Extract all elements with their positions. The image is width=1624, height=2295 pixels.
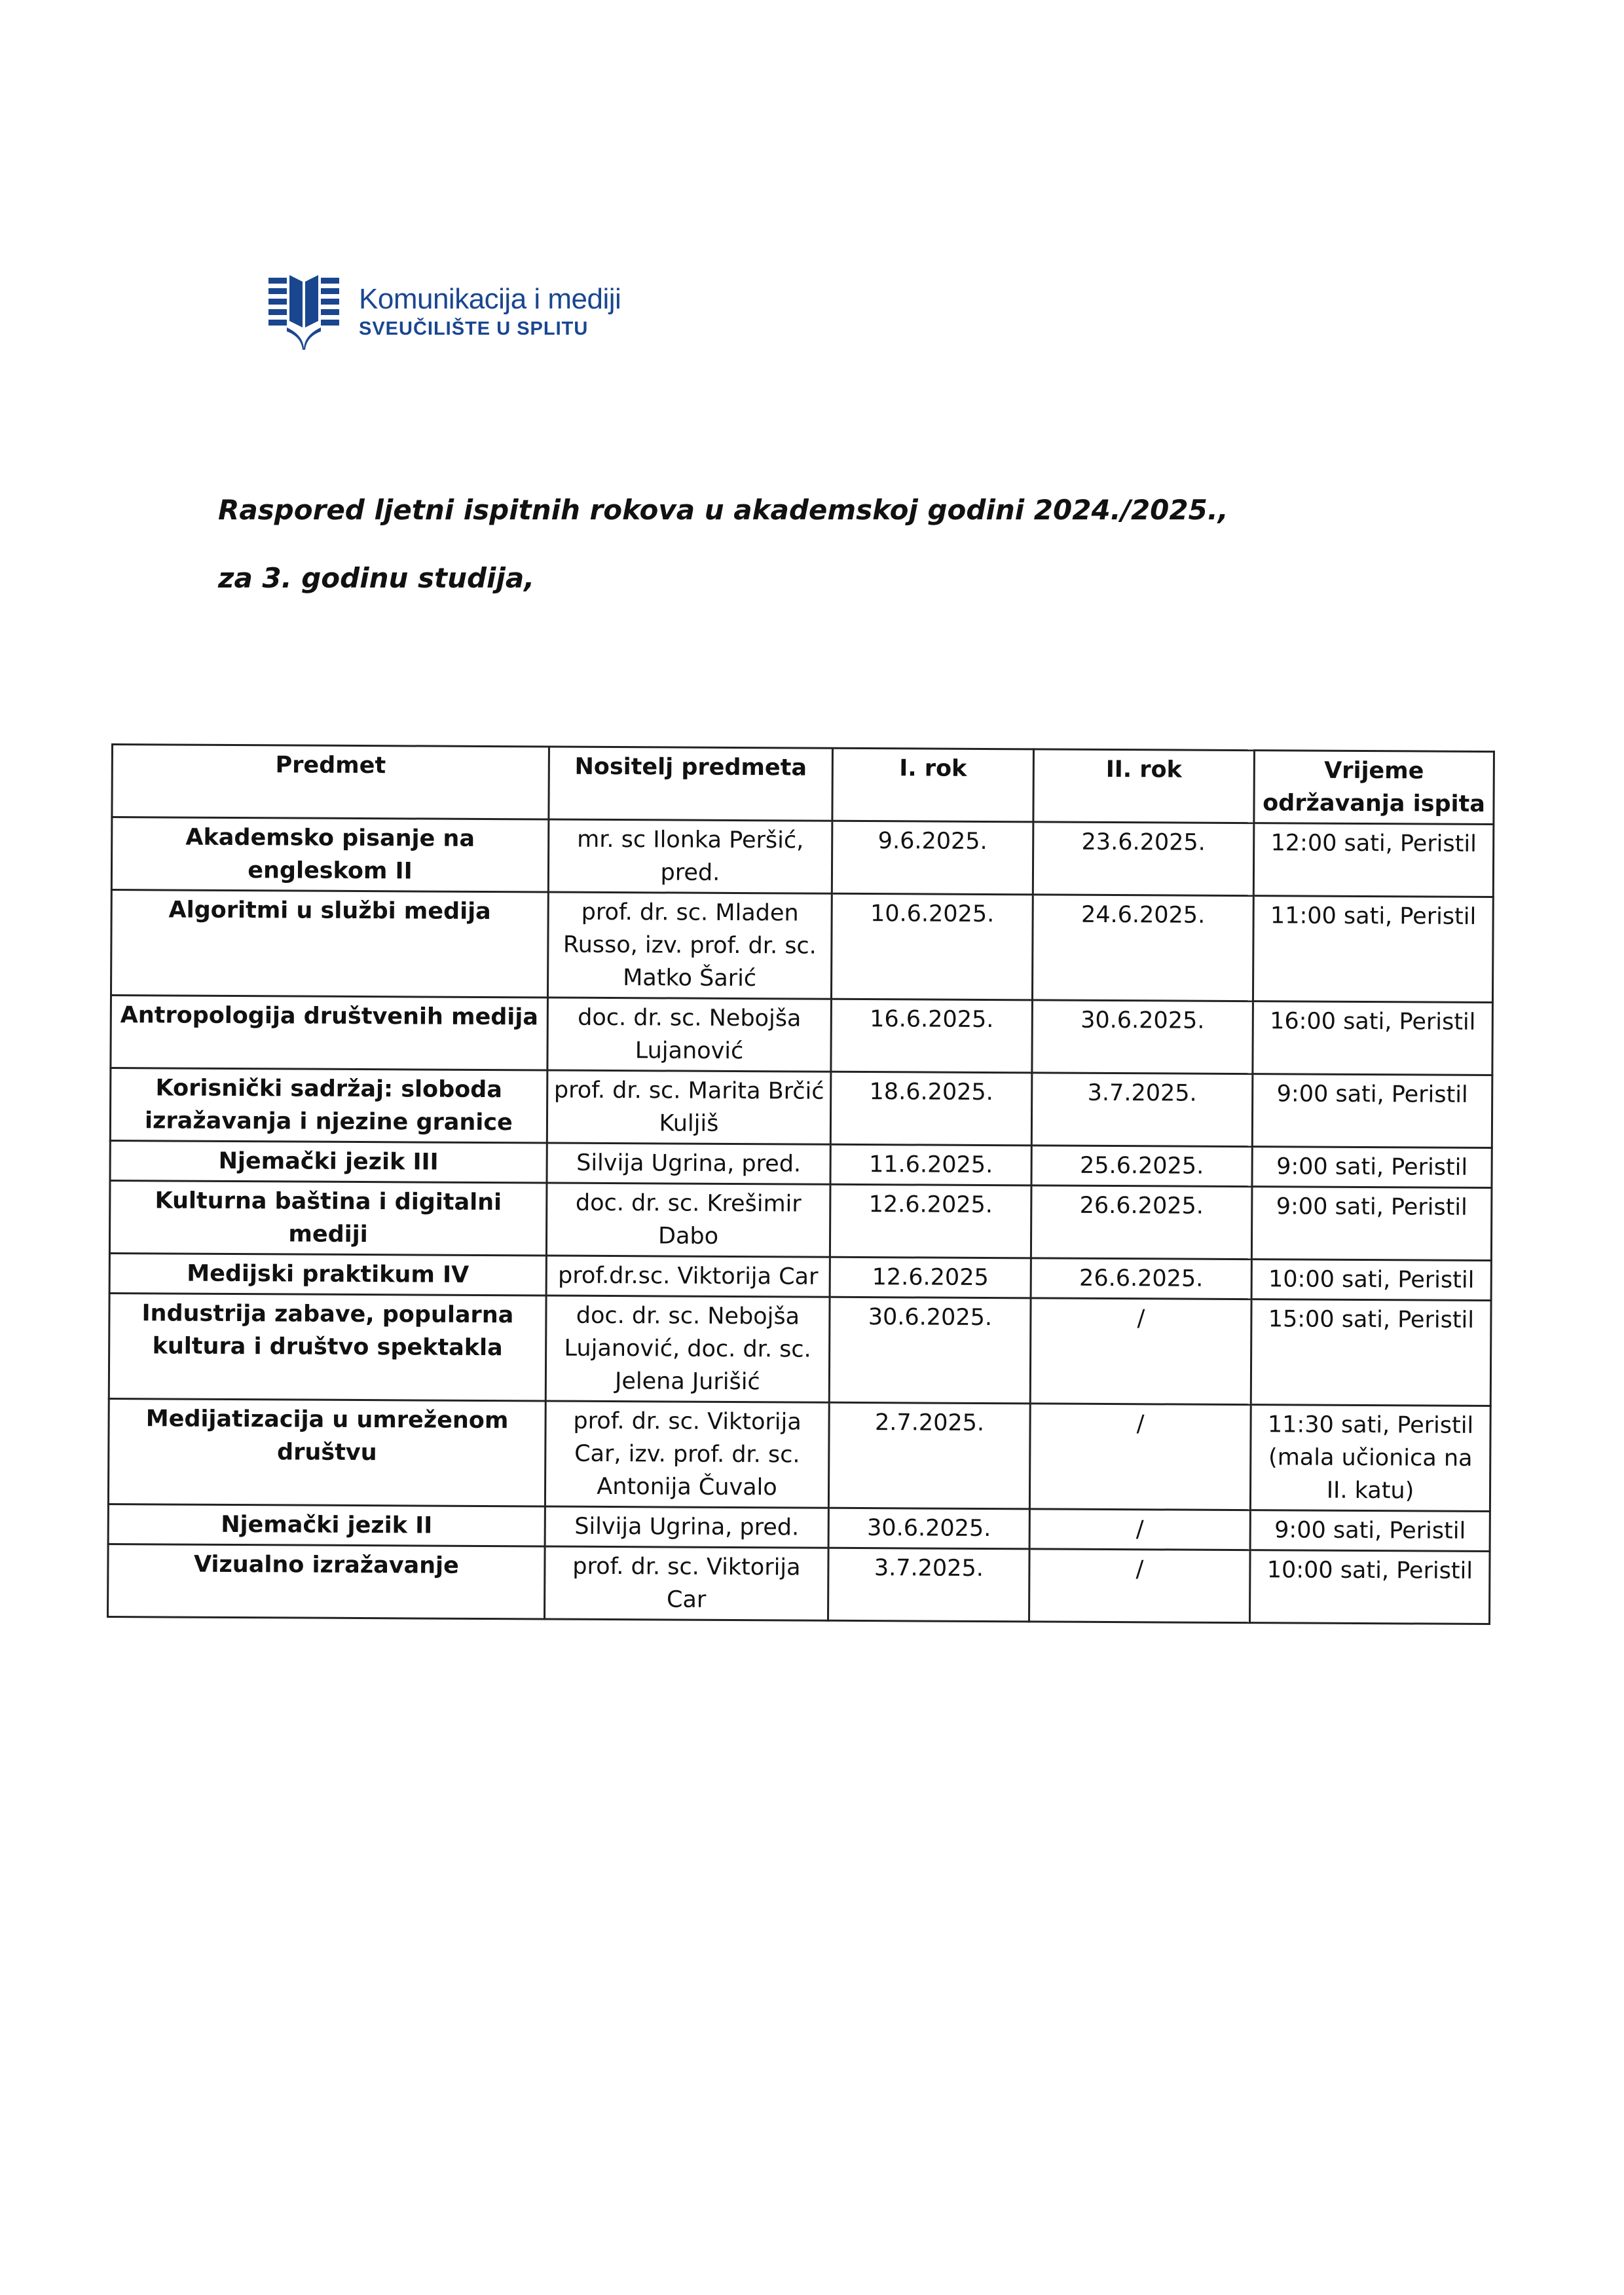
cell-term1: 16.6.2025.: [831, 999, 1033, 1073]
cell-term2: 3.7.2025.: [1031, 1073, 1253, 1147]
cell-lecturer: prof. dr. sc. Viktorija Car, izv. prof. dr. sc. Antonija Čuvalo: [545, 1401, 829, 1508]
cell-term1: 30.6.2025.: [829, 1297, 1031, 1404]
book-tree-logo-icon: [267, 272, 341, 351]
cell-term2: 26.6.2025.: [1031, 1258, 1251, 1299]
cell-term2: 30.6.2025.: [1032, 1000, 1253, 1074]
cell-time: 10:00 sati, Peristil: [1249, 1550, 1490, 1624]
cell-term1: 11.6.2025.: [830, 1144, 1031, 1185]
cell-lecturer: doc. dr. sc. Krešimir Dabo: [546, 1183, 830, 1257]
cell-term2: /: [1029, 1549, 1250, 1623]
table-row: [109, 1253, 1491, 1300]
cell-term2: 25.6.2025.: [1031, 1146, 1252, 1187]
cell-subject: Vizualno izražavanje: [108, 1544, 545, 1618]
header-term1: I. rok: [832, 748, 1034, 822]
cell-term1: 2.7.2025.: [828, 1402, 1030, 1509]
cell-lecturer: mr. sc Ilonka Peršić, pred.: [548, 819, 832, 893]
cell-term1: 9.6.2025.: [832, 821, 1033, 895]
cell-time: 11:30 sati, Peristil (mala učionica na II. katu): [1250, 1405, 1490, 1512]
cell-time: 11:00 sati, Peristil: [1253, 896, 1493, 1003]
cell-subject: Antropologija društvenih medija: [111, 996, 548, 1070]
cell-lecturer: Silvija Ugrina, pred.: [547, 1143, 830, 1184]
cell-term2: 26.6.2025.: [1031, 1185, 1252, 1259]
cell-term1: 18.6.2025.: [830, 1072, 1032, 1146]
cell-term2: 24.6.2025.: [1032, 895, 1253, 1001]
cell-time: 9:00 sati, Peristil: [1251, 1187, 1492, 1261]
cell-term2: 23.6.2025.: [1033, 822, 1254, 896]
cell-time: 12:00 sati, Peristil: [1253, 823, 1494, 897]
cell-lecturer: prof. dr. sc. Viktorija Car: [545, 1546, 829, 1620]
header-lecturer: Nositelj predmeta: [549, 747, 833, 821]
logo-title: Komunikacija i mediji: [359, 283, 621, 315]
cell-term2: /: [1029, 1509, 1250, 1550]
cell-time: 9:00 sati, Peristil: [1252, 1074, 1492, 1148]
cell-lecturer: doc. dr. sc. Nebojša Lujanović, doc. dr. sc. Jelena Jurišić: [545, 1296, 830, 1402]
table-row: [110, 1068, 1492, 1148]
cell-term2: /: [1029, 1404, 1251, 1510]
document-title: Raspored ljetni ispitnih rokova u akademskoj godini 2024./2025.,: [218, 494, 1228, 526]
table-row: [108, 1504, 1490, 1551]
university-logo: [267, 272, 621, 351]
table-row: [110, 1140, 1492, 1187]
logo-subtitle: SVEUČILIŠTE U SPLITU: [359, 318, 589, 339]
header-time: Vrijeme održavanja ispita: [1254, 751, 1494, 825]
cell-subject: Njemački jezik II: [108, 1504, 545, 1546]
header-term2: II. rok: [1033, 749, 1255, 823]
exam-schedule-table: [107, 743, 1495, 1625]
cell-time: 15:00 sati, Peristil: [1251, 1299, 1491, 1406]
table-header-row: [112, 745, 1494, 825]
cell-lecturer: prof. dr. sc. Marita Brčić Kuljiš: [547, 1070, 831, 1144]
cell-subject: Medijatizacija u umreženom društvu: [108, 1398, 545, 1506]
logo-text: [359, 282, 621, 341]
cell-time: 9:00 sati, Peristil: [1250, 1510, 1490, 1552]
cell-time: 16:00 sati, Peristil: [1253, 1001, 1493, 1075]
cell-lecturer: doc. dr. sc. Nebojša Lujanović: [547, 998, 832, 1072]
cell-subject: Medijski praktikum IV: [109, 1253, 546, 1295]
cell-term1: 3.7.2025.: [828, 1548, 1030, 1622]
document-subtitle: za 3. godinu studija,: [218, 562, 535, 594]
cell-term1: 30.6.2025.: [828, 1508, 1029, 1549]
cell-subject: Akademsko pisanje na engleskom II: [111, 817, 549, 892]
table-row: [111, 996, 1493, 1075]
cell-subject: Industrija zabave, popularna kultura i društvo spektakla: [109, 1293, 546, 1400]
header-subject: Predmet: [112, 745, 549, 819]
cell-lecturer: prof.dr.sc. Viktorija Car: [546, 1256, 830, 1297]
cell-lecturer: prof. dr. sc. Mladen Russo, izv. prof. dr. sc. Matko Šarić: [547, 892, 832, 999]
table-row: [109, 1293, 1491, 1406]
cell-term2: /: [1030, 1298, 1251, 1405]
cell-time: 10:00 sati, Peristil: [1251, 1259, 1491, 1301]
table-row: [111, 890, 1493, 1003]
table-row: [108, 1544, 1490, 1624]
cell-subject: Njemački jezik III: [110, 1140, 547, 1182]
table-row: [108, 1398, 1490, 1511]
cell-subject: Kulturna baština i digitalni mediji: [109, 1180, 547, 1255]
cell-term1: 12.6.2025.: [830, 1184, 1031, 1258]
cell-term1: 10.6.2025.: [831, 893, 1033, 1000]
cell-term1: 12.6.2025: [830, 1257, 1031, 1298]
cell-subject: Algoritmi u službi medija: [111, 890, 548, 998]
cell-subject: Korisnički sadržaj: sloboda izražavanja i njezine granice: [110, 1068, 547, 1143]
table-row: [109, 1180, 1492, 1260]
cell-time: 9:00 sati, Peristil: [1252, 1147, 1492, 1188]
table-row: [111, 817, 1494, 897]
cell-lecturer: Silvija Ugrina, pred.: [545, 1506, 828, 1548]
